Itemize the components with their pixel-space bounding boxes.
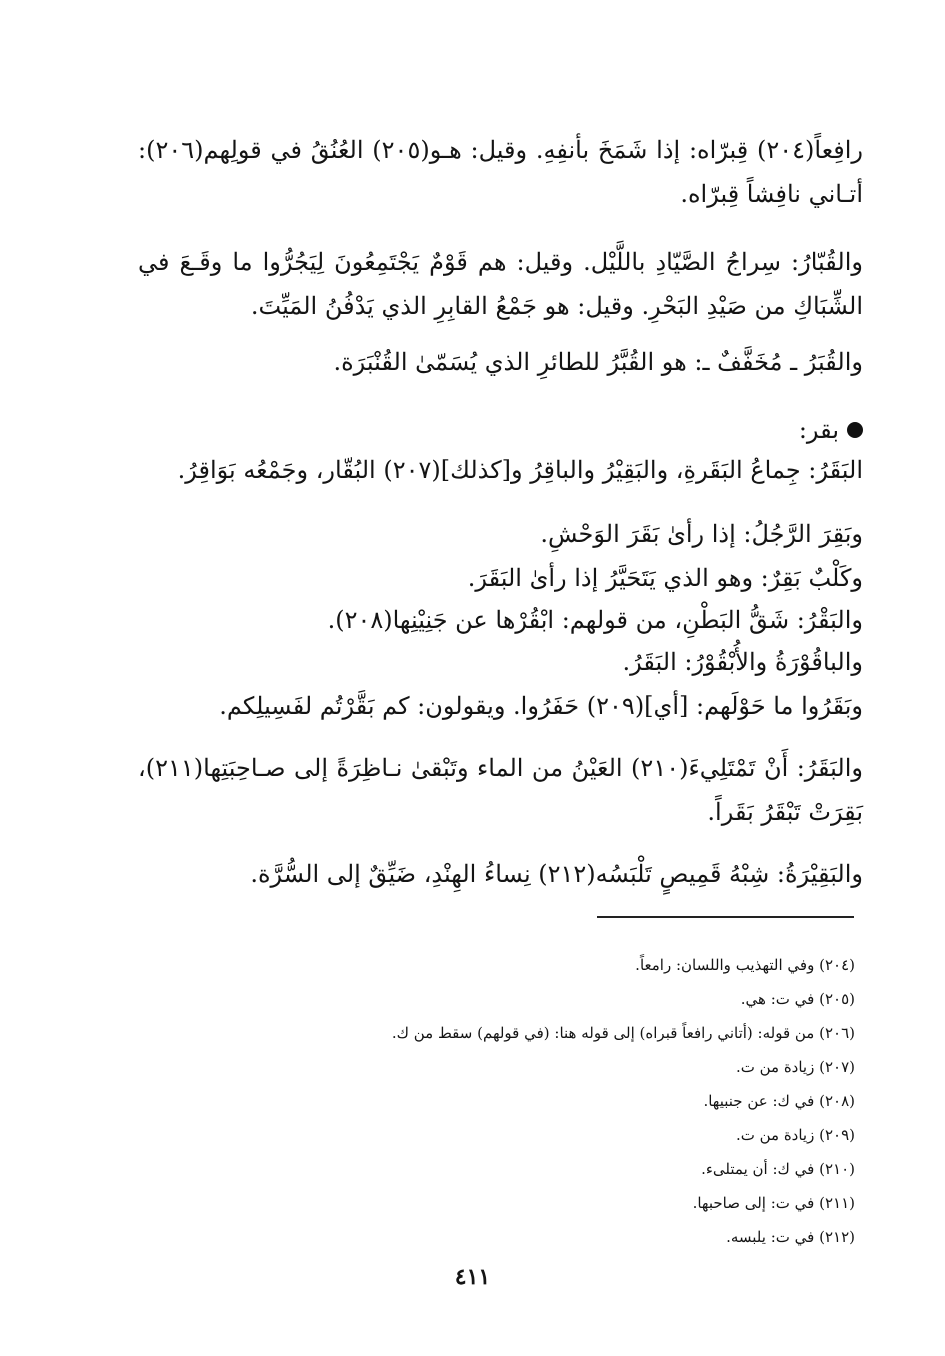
line-baqaru-hawlahum: وبَقَرُوا ما حَوْلَهم: [أي](٢٠٩) حَفَرُوا. ويقولون: كم بَقَّرْتُم لفَسِيلِكم.: [219, 692, 863, 720]
line-baqura: والباقُوْرَةُ والأُبْقُوْرُ: البَقَرُ.: [622, 648, 863, 676]
line-baqira-rajul: وبَقِرَ الرَّجُلُ: إذا رأىٰ بَقَرَ الوَحْشِ.: [540, 520, 863, 548]
footnote-205: (٢٠٥) في ت: هي.: [740, 990, 855, 1008]
paragraph-qubar: والقُبَرُ ـ مُخَفَّفٌ ـ: هو القُبَّرُ للطائرِ الذي يُسَمّىٰ القُنْبَرَة.: [333, 348, 863, 376]
paragraph-rafi: رافِعاً(٢٠٤) قِبرّاه: إذا شَمَخَ بأنفِهِ. وقيل: هـو(٢٠٥) العُنُقُ في قولِهم(٢٠٦): أتـاني نافِشاً قِبرّاه.: [138, 136, 864, 208]
line-baqr-batn: والبَقْرُ: شَقُّ البَطْنِ، من قولهم: ابْقُرْها عن جَنِيْنِها(٢٠٨).: [327, 606, 863, 634]
footnote-208: (٢٠٨) في ك: عن جنبيها.: [703, 1092, 855, 1110]
page-number: ٤١١: [454, 1264, 491, 1290]
footnote-separator: [597, 916, 854, 918]
footnote-212: (٢١٢) في ت: يلبسه.: [726, 1228, 855, 1246]
footnote-207: (٢٠٧) زيادة من ت.: [735, 1058, 855, 1076]
section-heading-text: بقر:: [798, 416, 839, 444]
bullet-icon: [847, 422, 863, 438]
footnote-209: (٢٠٩) زيادة من ت.: [735, 1126, 855, 1144]
footnote-204: (٢٠٤) وفي التهذيب واللسان: رامعاً.: [635, 956, 855, 974]
footnotes: [300, 948, 855, 1254]
footnote-206: (٢٠٦) من قوله: (أتاني رافعاً قبراه) إلى قوله هنا: (في قولهم) سقط من ك.: [391, 1024, 855, 1042]
section-heading-baqr: [138, 408, 863, 452]
line-kalb-baqir: وكَلْبٌ بَقِرٌ: وهو الذي يَتَحَيَّرُ إذا رأىٰ البَقَرَ.: [467, 564, 863, 592]
footnote-211: (٢١١) في ت: إلى صاحبها.: [692, 1194, 855, 1212]
paragraph-qubbar: والقُبّارُ: سِراجُ الصَّيّادِ باللَّيْل. وقيل: هم قَوْمٌ يَجْتَمِعُونَ لِيَجُرُّوا ما وقَـعَ في الشِّبَاكِ من صَيْدِ البَحْرِ. وقيل: هو جَمْعُ القابِرِ الذي يَدْفُنُ المَيِّتَ.: [138, 248, 863, 320]
line-baqar-definition: البَقَرُ: جِماعُ البَقَرةِ، والبَقِيْرُ والباقِرُ و[كذلك](٢٠٧) البُقّار، وجَمْعُه بَوَاقِرُ.: [177, 456, 863, 484]
paragraph-baqira: والبَقِيْرَةُ: شِبْهُ قَمِيصٍ تَلْبَسُه(٢١٢) نِساءُ الهِنْدِ، ضَيِّقٌ إلى السُّرَّة.: [250, 860, 863, 888]
paragraph-baqar-ayn: والبَقَرُ: أَنْ تَمْتَلِيءَ(٢١٠) العَيْنُ من الماء وتَبْقىٰ نـاظِرَةً إلى صـاحِبَتِها(٢١١)، بَقِرَتْ تَبْقَرُ بَقَراً.: [138, 754, 863, 826]
footnote-210: (٢١٠) في ك: أن يمتلىء.: [701, 1160, 855, 1178]
